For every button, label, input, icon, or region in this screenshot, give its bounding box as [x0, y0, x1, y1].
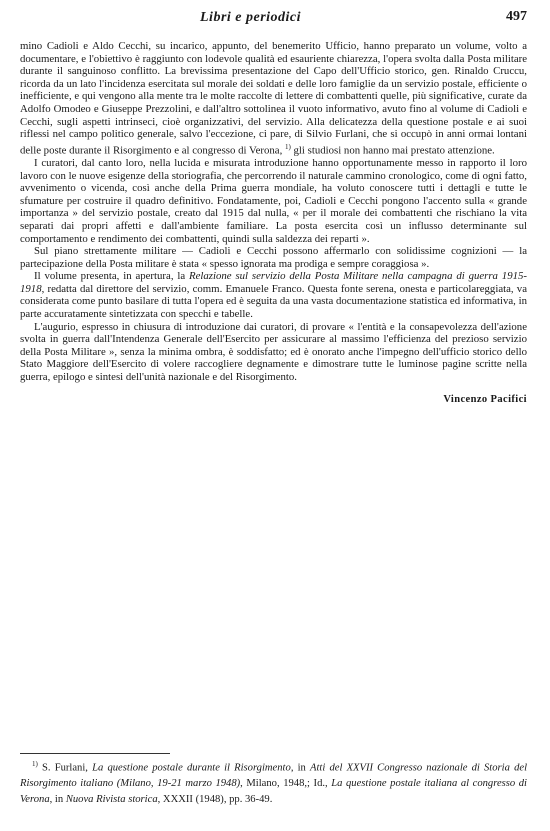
article-body — [20, 40, 527, 406]
running-title: Libri e periodici — [200, 10, 302, 25]
paragraph-1: mino Cadioli e Aldo Cecchi, su incarico, appunto, del benemerito Ufficio, hanno preparato un volume, volto a documentare, e l'obiettivo è raggiunto con lodevole qualità ed esauriente chiarezza, l'opera svolta dalla Posta militare durante il sanguinoso conflitto. La brevissima presentazione del Capo dell'Ufficio storico, gen. Rinaldo Cruccu, ricorda da un lato l'incidenza esercitata sul morale dei soldati e delle loro famiglie da un servizio postale, efficiente o inefficiente, e qui vengono alla mente tra le molte raccolte di lettere di combattenti quelle, più significative, curate da Adolfo Omodeo e Giuseppe Prezzolini, e dall'altro sottolinea il vuoto informativo, avuto fino al volume di Cadioli e Cecchi, sugli aspetti intrinseci, cioè organizzativi, del servizio. Alla delicatezza della questione postale e ai suoi riflessi nel campo politico generale, salvo l'eccezione, ci pare, di Silvio Furlani, che si occupò in anni ormai lontani delle poste durante il Risorgimento e al congresso di Verona, $^{1)}$ gli studiosi non hanno mai prestato attenzione. — [20, 40, 527, 157]
report-title: Relazione sul servizio della Posta Militare nella campagna di guerra 1915-1918 — [20, 270, 527, 295]
author-signature: Vincenzo Pacifici — [443, 393, 527, 405]
paragraph-5: L'augurio, espresso in chiusura di introduzione dai curatori, di provare « l'entità e la consapevolezza dell'azione svolta in guerra dall'Intendenza Generale dell'Esercito per assicurare al massimo l'efficienza del prezioso servizio della Posta Militare », senza la minima ombra, è soddisfatto; ed è onorato anche l'impegno dell'ufficio storico dello Stato Maggiore dell'Esercito di volere raccogliere degnamente e dimostrare tutte le luminose pagine scritte nella guerra, epilogo e sintesi dell'unità nazionale e del Risorgimento. — [20, 320, 527, 384]
footnote-ref[interactable]: 1) — [284, 142, 291, 151]
footnote-marker: 1) — [32, 760, 38, 768]
paragraph-4: Il volume presenta, in apertura, la Relazione sul servizio della Posta Militare nella campagna di guerra 1915-1918, redatta dal direttore del servizio, comm. Emanuele Franco. Questa fonte serena, onesta e particolareggiata, va considerata come punto basilare di tutta l'opera ed è seguita da una vasta documentazione statistica ed informativa, in parte accuratamente sintetizzata con specchi e tabelle. — [20, 270, 527, 321]
footnote-1: $^{1)}$ S. Furlani, La questione postale durante il Risorgimento, in Atti del XXVII Congresso nazionale di Storia del Risorgimento italiano (Milano, 19-21 marzo 1948), Milano, 1948,; Id., La questione postale italiana al congresso di Verona, in Nuova Rivista storica, XXXII (1948), pp. 36-49. — [20, 760, 528, 805]
paragraph-3: Sul piano strettamente militare — Cadioli e Cecchi possono affermarlo con solidissime cognizioni — la partecipazione della Posta militare è stata « spesso ignorata ma prodiga e sempre coraggiosa ». — [20, 245, 527, 270]
running-head — [20, 8, 527, 30]
footnote-divider — [20, 753, 170, 754]
page-number: 497 — [506, 9, 527, 24]
footnotes — [20, 753, 527, 807]
page — [20, 8, 527, 823]
paragraph-2: I curatori, dal canto loro, nella lucida e misurata introduzione hanno opportunamente messo in rapporto il loro lavoro con le nuove esigenze della storiografia, che percorrendo il naturale cammino cronologico, come di ogni fatto, avvenimento o vicenda, così anche della Prima guerra mondiale, ha voluto conoscere tutti i dettagli e tutte le sfumature per costruire il quadro definitivo. Fondatamente, poi, Cadioli e Cecchi pongono l'accento sulla « grande importanza » del servizio postale, creato dal 1915 dal nulla, « per il morale dei combattenti che rischiano la vita separati dai propri affetti e dall'ambiente familiare. La posta esercita così un influsso determinante sul comportamento e rendimento dei combattenti, quindi sulla saldezza dei reparti ». — [20, 156, 527, 245]
